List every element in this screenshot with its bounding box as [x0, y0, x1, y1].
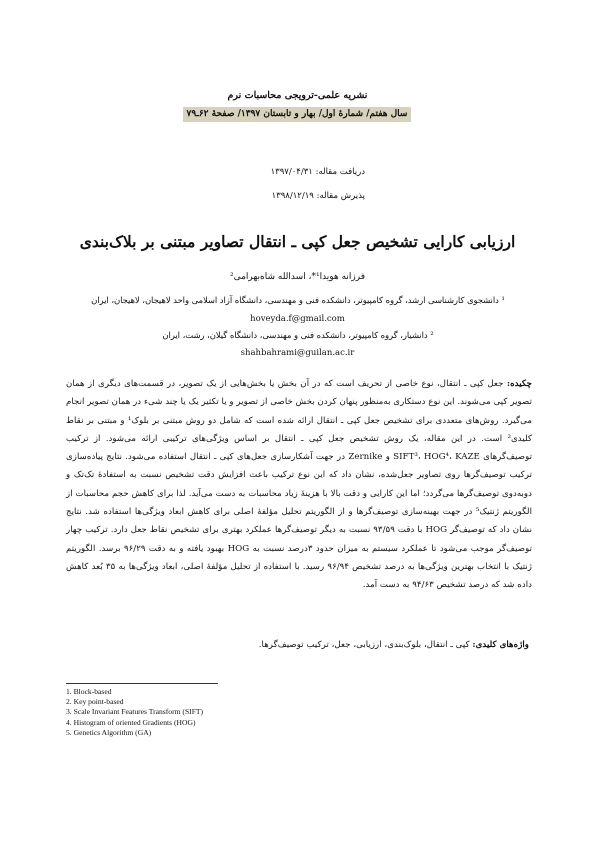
footnote-item: 4. Histogram of oriented Gradients (HOG)	[66, 717, 196, 727]
abstract-text: جعل کپی ـ انتقال، نوع خاصی از تحریف است که در آن بخش یا بخش‌هایی از یک تصویر، در قسمت‌های دیگری از همان تصویر کپی می‌شوند. این نوع دستکاری به‌منظور پنهان کردن بخش خاصی از تصویر و یا تکثیر یک یا چند شیء در همان تصویر انجام می‌گیرد. روش‌های متعددی برای تشخیص جعل کپی ـ انتقال ارائه شده است که شامل دو روش مبتنی بر بلوک¹ و مبتنی بر نقاط کلیدی² است. در این مقاله، یک روش تشخیص جعل کپی ـ انتقال بر اساس ویژگی‌های ترکیبی ارائه می‌شود. از ترکیب توصیف‌گرهای SIFT³، HOG⁴، KAZE و Zernike در جهت آشکارسازی جعل‌های کپی ـ انتقال استفاده می‌شود. نتایج پیاده‌سازی ترکیب توصیف‌گرها روی تصاویر جعل‌شده، نشان داد که این نوع ترکیب باعث افزایش دقت تشخیص نسبت به استفادهٔ تک‌تک و دوبه‌دوی توصیف‌گرها می‌گردد؛ اما این کارایی و دقت بالا با هزینهٔ زیاد محاسبات به دست می‌آید. لذا برای کاهش حجم محاسبات از الگوریتم ژنتیک⁵ در جهت بهینه‌سازی توصیف‌گرها و از الگوریتم تحلیل مؤلفهٔ اصلی برای کاهش ابعاد ویژگی‌ها استفاده شد. نتایج نشان داد که توصیف‌گر HOG با دقت ۹۳/۵۹ نسبت به دیگر توصیف‌گرها عملکرد بهتری برای تشخیص نقاط جعل دارد. ترکیب چهار توصیف‌گر موجب می‌شود تا عملکرد سیستم به میزان حدود ۳درصد نسبت به HOG بهبود یافته و به دقت ۹۶/۲۹ برسد. الگوریتم ژنتیک با انتخاب بهترین ویژگی‌ها به درصد تشخیص ۹۶/۹۴ رسید. با استفاده از تحلیل مؤلفهٔ اصلی، ابعاد ویژگی‌ها به ۳۵ بُعد کاهش داده شد که درصد تشخیص ۹۴/۶۳ به دست آمد.	[66, 379, 532, 591]
footnotes	[66, 687, 366, 738]
affiliation-2: ² دانشیار، گروه کامپیوتر، دانشکده فنی و مهندسی، دانشگاه گیلان، رشت، ایران	[162, 330, 434, 340]
issue-info-banner: سال هفتم/ شمارۀ اول/ بهار و تابستان ۱۳۹۷/ صفحۀ ۶۲ـ۷۹	[183, 107, 411, 122]
keywords	[63, 640, 529, 650]
received-date: دریافت مقاله: ۱۳۹۷/۰۴/۳۱	[270, 167, 365, 177]
footnote-item: 5. Genetics Algorithm (GA)	[66, 727, 152, 737]
keywords-label: واژه‌های کلیدی:	[472, 640, 529, 650]
article-dates	[271, 160, 365, 208]
paper-title: ارزیابی کارایی تشخیص جعل کپی ـ انتقال تصاویر مبتنی بر بلاک‌بندی	[79, 232, 516, 251]
accepted-date: پذیرش مقاله: ۱۳۹۸/۱۲/۱۹	[271, 191, 365, 201]
footnote-divider	[66, 683, 218, 684]
journal-name: نشریه علمی-ترویجی محاسبات نرم	[227, 90, 368, 101]
author-list: فرزانه هویدا‏¹*، اسدالله شاه‌بهرامی²	[229, 272, 366, 282]
affiliation-1: ¹ دانشجوی کارشناسی ارشد، گروه کامپیوتر، دانشکده فنی و مهندسی، دانشگاه آزاد اسلامی واحد لاهیجان، لاهیجان، ایران	[91, 295, 505, 305]
email-2: shahbahrami@guilan.ac.ir	[240, 348, 355, 358]
footnote-item: 1. Block-based	[66, 687, 112, 696]
footnote-item: 3. Scale Invariant Features Transform (SIFT)	[66, 707, 204, 717]
footnote-item: 2. Key point-based	[66, 697, 124, 707]
email-1: hoveyda.f@gmail.com	[250, 314, 345, 324]
keywords-text: کپی ـ انتقال، بلوک‌بندی، ارزیابی، جعل، ترکیب توصیف‌گرها.	[258, 640, 470, 650]
abstract-label: چکیده:	[506, 379, 532, 389]
abstract	[66, 375, 532, 595]
